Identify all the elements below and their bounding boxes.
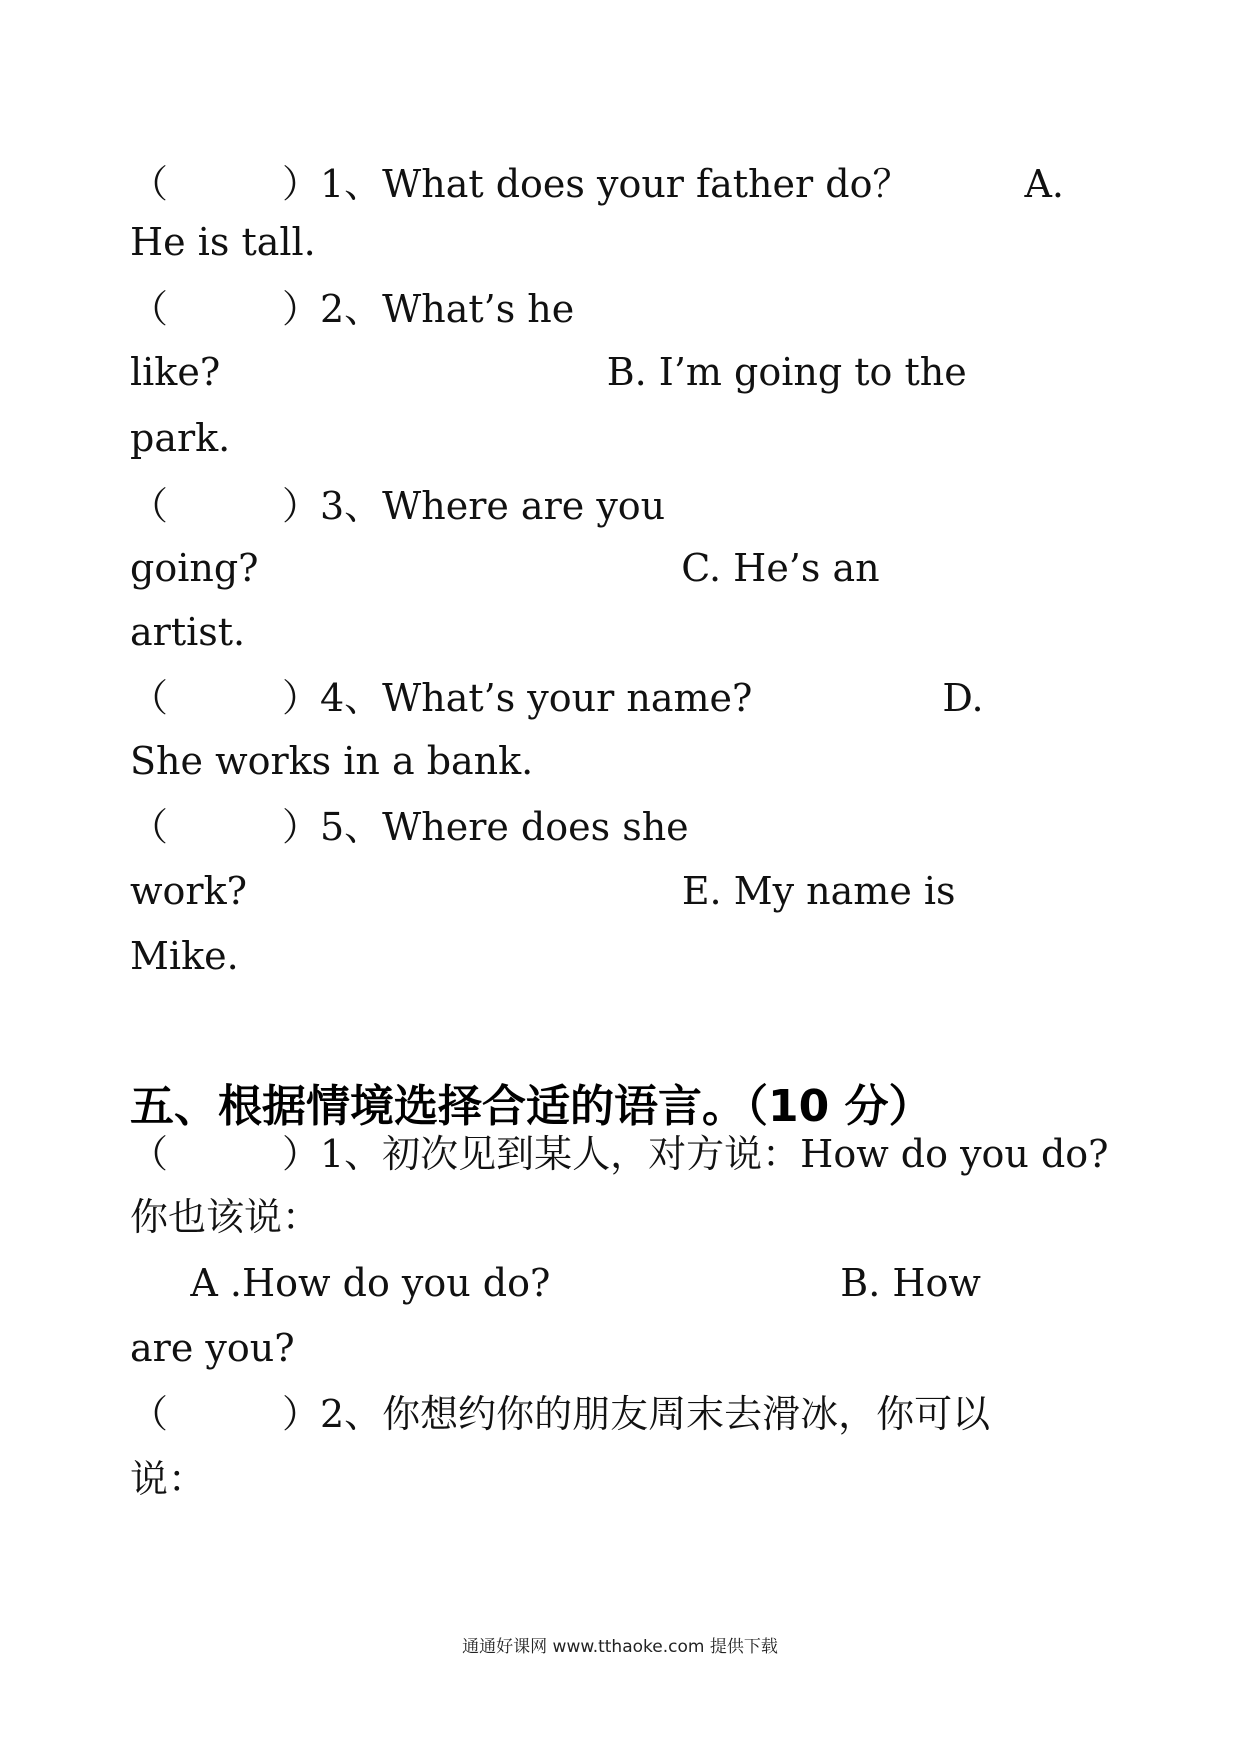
question-line: （ ）1、What does your father do？ A. bbox=[130, 162, 1064, 206]
question-line: （ ）5、Where does she bbox=[130, 805, 689, 849]
answer-line: artist. bbox=[130, 610, 246, 654]
section-title: 五、根据情境选择合适的语言。（10 分） bbox=[130, 1081, 933, 1132]
question-line: 你也该说： bbox=[130, 1195, 321, 1239]
question-line: （ ）3、Where are you bbox=[130, 484, 666, 528]
page-footer: 通通好课网 www.tthaoke.com 提供下载 bbox=[462, 1637, 778, 1657]
question-line: （ ）2、你想约你的朋友周末去滑冰，你可以 bbox=[130, 1392, 991, 1436]
answer-line: She works in a bank. bbox=[130, 739, 534, 783]
option-line: are you? bbox=[130, 1326, 295, 1370]
question-line: 说： bbox=[130, 1457, 207, 1501]
answer-line: going? C. He’s an bbox=[130, 546, 880, 590]
answer-line: like? B. I’m going to the bbox=[130, 350, 967, 394]
option-line: A .How do you do? B. How bbox=[130, 1261, 981, 1305]
question-line: （ ）1、初次见到某人，对方说：How do you do? bbox=[130, 1132, 1109, 1176]
question-line: （ ）4、What’s your name? D. bbox=[130, 676, 984, 720]
answer-line: Mike. bbox=[130, 934, 239, 978]
answer-line: work? E. My name is bbox=[130, 869, 956, 913]
answer-line: He is tall. bbox=[130, 220, 316, 264]
answer-line: park. bbox=[130, 416, 231, 460]
question-line: （ ）2、What’s he bbox=[130, 287, 575, 331]
